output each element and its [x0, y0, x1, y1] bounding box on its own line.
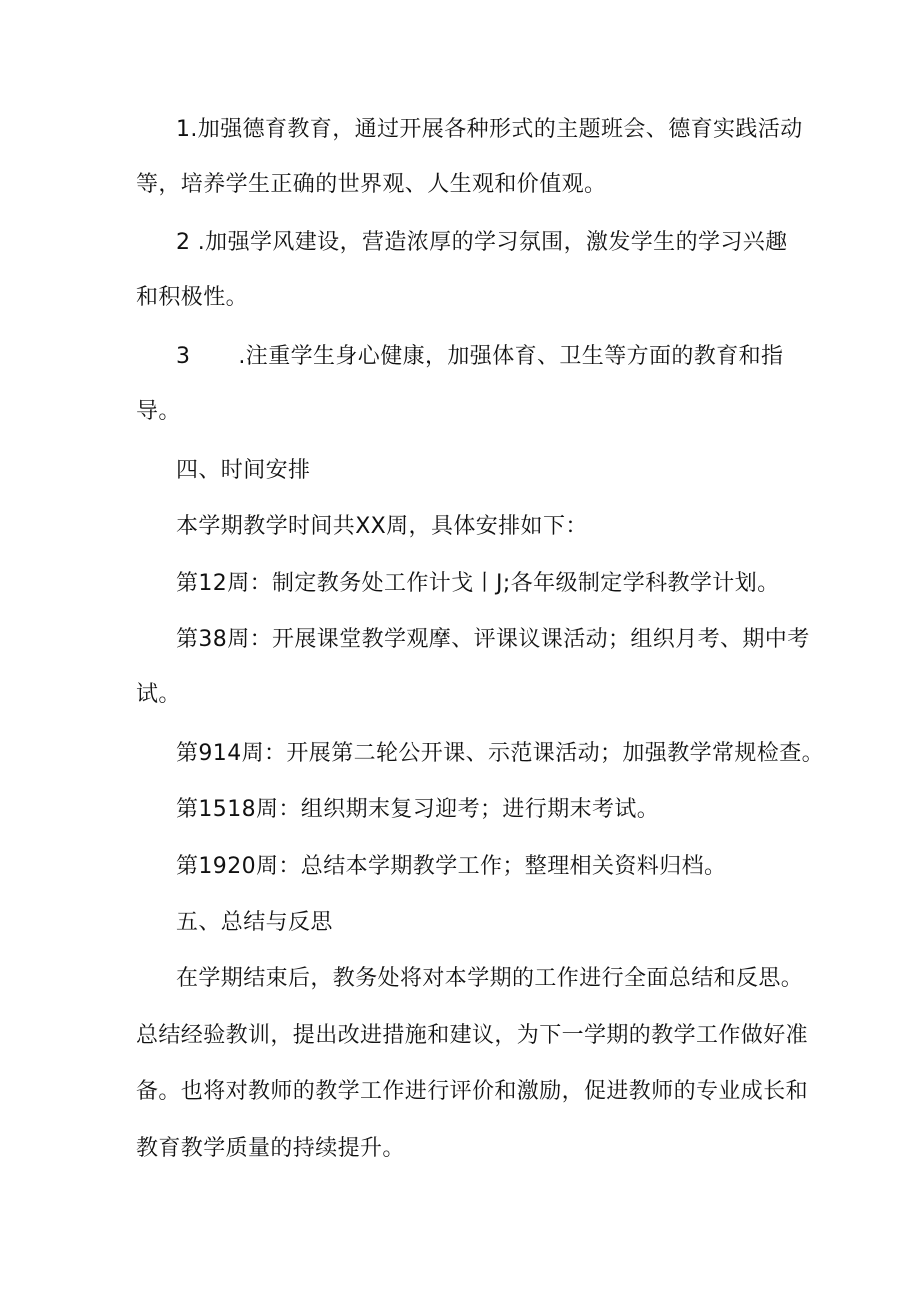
summary-line1: 在学期结束后，教务处将对本学期的工作进行全面总结和反思。 — [176, 966, 804, 991]
schedule-week-3-8-line2: 试。 — [136, 682, 181, 707]
paragraph-health-line2: 导。 — [136, 399, 181, 424]
section-heading-schedule: 四、时间安排 — [176, 458, 311, 483]
paragraph-health-text: .注重学生身心健康，加强体育、卫生等方面的教育和指 — [238, 344, 784, 369]
summary-line2: 总结经验教训，提出改进措施和建议，为下一学期的教学工作做好准 — [136, 1023, 809, 1048]
schedule-week-3-8-line1: 第38周：开展课堂教学观摩、评课议课活动；组织月考、期中考 — [176, 627, 810, 652]
summary-line3: 备。也将对教师的教学工作进行评价和激励，促进教师的专业成长和 — [136, 1079, 809, 1104]
paragraph-health-line1 — [176, 342, 783, 372]
schedule-week-15-18: 第1518周：组织期末复习迎考；进行期末考试。 — [176, 797, 660, 822]
schedule-week-1-2: 第12周：制定教务处工作计戈丨J;各年级制定学科教学计划。 — [176, 571, 780, 596]
paragraph-study-style-line2: 和积极性。 — [136, 285, 249, 310]
paragraph-moral-education-line1: 1.加强德育教育，通过开展各种形式的主题班会、德育实践活动 — [176, 117, 803, 142]
schedule-intro: 本学期教学时间共XX周，具体安排如下： — [176, 514, 588, 539]
paragraph-study-style-line1: 2 .加强学风建设，营造浓厚的学习氛围，激发学生的学习兴趣 — [176, 230, 788, 255]
paragraph-moral-education-line2: 等，培养学生正确的世界观、人生观和价值观。 — [136, 172, 607, 197]
schedule-week-19-20: 第1920周：总结本学期教学工作；整理相关资料归档。 — [176, 854, 727, 879]
section-heading-summary: 五、总结与反思 — [176, 910, 333, 935]
paragraph-health-number: 3 — [176, 344, 191, 369]
schedule-week-9-14: 第914周：开展第二轮公开课、示范课活动；加强教学常规检查。 — [176, 741, 824, 766]
summary-line4: 教育教学质量的持续提升。 — [136, 1136, 405, 1161]
